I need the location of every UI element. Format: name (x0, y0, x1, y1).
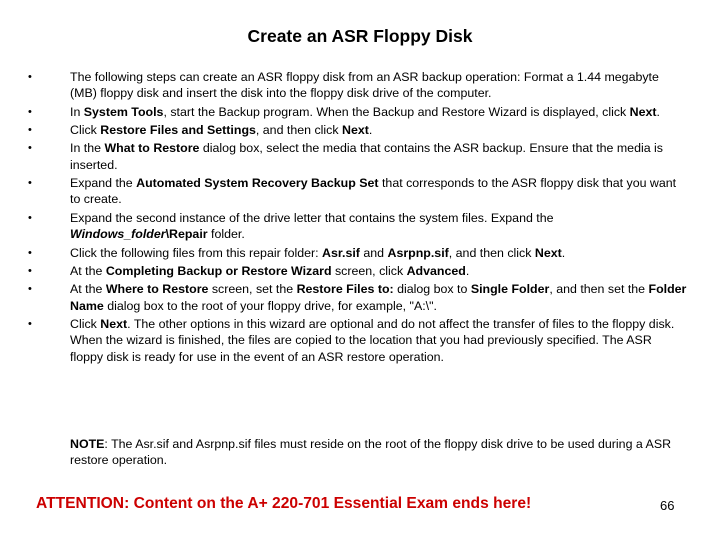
bullet-icon: • (28, 318, 32, 330)
step-text: dialog box, select the media that contains the ASR backup. Ensure that the media is inserted. (70, 141, 664, 172)
step-item (28, 281, 688, 314)
step-text: Expand the second instance of the drive letter that contains the system files. Expand the (70, 210, 554, 225)
step-text: Click (70, 123, 101, 138)
step-item (28, 104, 688, 120)
step-text: Expand the (70, 176, 137, 191)
step-item (28, 245, 688, 261)
step-bold-text: Restore Files to: (296, 282, 394, 297)
note-label: NOTE (70, 437, 105, 451)
bullet-icon: • (28, 105, 32, 118)
bullet-icon: • (28, 211, 32, 224)
step-text: and (359, 245, 388, 260)
step-bold-text: Next (342, 123, 369, 138)
step-bold-text: Next (534, 245, 562, 260)
step-text: . (656, 104, 660, 119)
page-number: 66 (660, 498, 675, 513)
step-text: . The other options in this wizard are optional and do not affect the transfer of files to the floppy disk. When the wizard is finished, the files are copied to the location that you had previously specified. The ASR floppy disk is ready for use in the event of an ASR restore operation. (70, 317, 675, 364)
step-item (28, 175, 688, 208)
step-item (28, 69, 688, 102)
step-text: , start the Backup program. When the Backup and Restore Wizard is displayed, click (163, 104, 630, 119)
step-text: In (70, 104, 84, 119)
step-bold-text: Next (100, 317, 128, 331)
step-text: . (561, 245, 566, 260)
step-text: , and then click (255, 123, 342, 138)
step-text: , and then set the (549, 282, 649, 297)
note-text: : The Asr.sif and Asrpnp.sif files must reside on the root of the floppy disk drive to be used during a ASR restore operation. (70, 437, 672, 468)
steps-list (28, 69, 688, 367)
attention-banner: ATTENTION: Content on the A+ 220-701 Essential Exam ends here! (36, 495, 532, 512)
bullet-icon: • (28, 283, 32, 296)
step-text: Click the following files from this repair folder: (70, 245, 323, 260)
step-bold-text: Asrpnp.sif (387, 245, 449, 260)
step-text: screen, click (331, 263, 407, 278)
step-bold-text: \Repair (165, 227, 208, 242)
step-text: dialog box to (393, 282, 471, 297)
step-bold-text: Restore Files and Settings (100, 123, 256, 138)
note-paragraph (70, 436, 690, 469)
step-text: that corresponds to the ASR floppy disk that you want to create. (70, 176, 677, 207)
bullet-icon: • (28, 264, 32, 277)
step-text: The following steps can create an ASR floppy disk from an ASR backup operation: Format a 1.44 megabyte (MB) floppy disk and insert the disk into the floppy disk drive of the computer. (70, 70, 659, 101)
step-bold-text: Advanced (406, 263, 466, 278)
step-item (28, 122, 688, 138)
step-bold-text: System Tools (83, 104, 164, 119)
step-item (28, 316, 688, 365)
bullet-icon: • (28, 71, 32, 83)
step-text: dialog box to the root of your floppy drive, for example, "A:\". (103, 298, 437, 313)
step-text: screen, set the (208, 282, 297, 297)
step-item (28, 140, 688, 173)
step-text: , and then click (448, 245, 535, 260)
step-item (28, 210, 688, 243)
step-bold-text: Completing Backup or Restore Wizard (105, 263, 332, 278)
step-bold-text: Folder Name (70, 282, 687, 313)
step-bold-text: Where to Restore (105, 282, 209, 297)
step-bold-text: Automated System Recovery Backup Set (136, 176, 379, 191)
step-item (28, 263, 688, 279)
bullet-icon: • (28, 177, 32, 190)
bullet-icon: • (28, 246, 32, 259)
step-text: folder. (207, 227, 245, 242)
step-text: . (465, 263, 470, 278)
step-bold-text: What to Restore (104, 141, 200, 156)
bullet-icon: • (28, 124, 32, 137)
step-bold-text: Single Folder (470, 282, 550, 297)
step-bold-text: Next (629, 104, 657, 119)
step-text: . (368, 123, 373, 138)
step-text: At the (70, 282, 106, 297)
step-text: At the (70, 263, 106, 278)
slide-title: Create an ASR Floppy Disk (247, 26, 473, 46)
bullet-icon: • (28, 142, 32, 155)
step-bold-text: Asr.sif (322, 245, 360, 260)
step-bold-text: Windows_folder (70, 227, 166, 242)
step-text: Click (70, 317, 101, 331)
step-text: In the (70, 141, 105, 156)
